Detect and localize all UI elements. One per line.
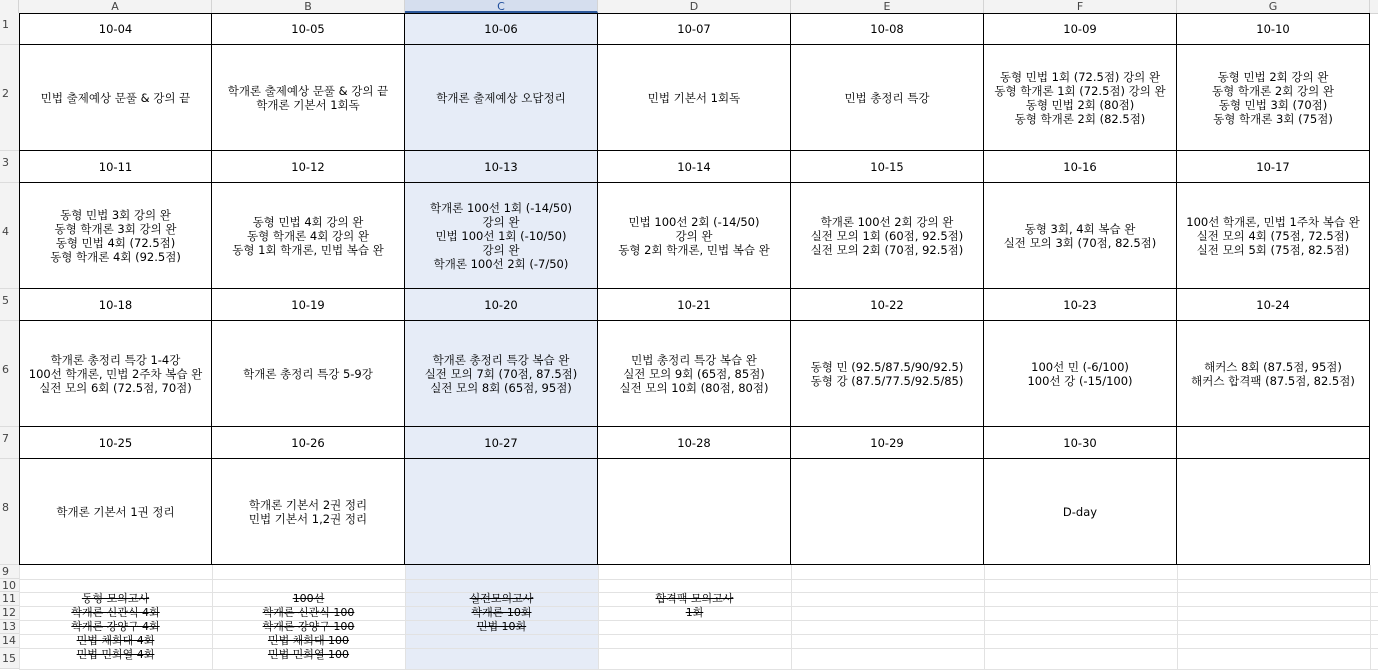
date-cell[interactable] [1177, 427, 1370, 459]
row-header-3[interactable]: 3 [0, 151, 19, 183]
row-header-11[interactable]: 11 [0, 592, 19, 606]
date-cell[interactable]: 10-15 [791, 151, 984, 183]
note-cell[interactable] [598, 459, 791, 565]
column-header-a[interactable]: A [19, 0, 212, 13]
list-item[interactable]: 동형 모의고사 [81, 592, 150, 605]
date-cell[interactable]: 10-21 [598, 289, 791, 321]
column-header-g[interactable]: G [1177, 0, 1370, 13]
date-cell[interactable]: 10-25 [19, 427, 212, 459]
date-cell[interactable]: 10-10 [1177, 13, 1370, 45]
list-item[interactable]: 합격팩 모의고사 [655, 592, 734, 605]
note-cell[interactable]: 동형 민 (92.5/87.5/90/92.5) 동형 강 (87.5/77.5/92.5/85) [791, 321, 984, 427]
gridline [19, 579, 1378, 580]
note-cell[interactable]: 민법 총정리 특강 [791, 45, 984, 151]
row-header-9[interactable]: 9 [0, 565, 19, 579]
note-cell[interactable]: 민법 총정리 특강 복습 완 실전 모의 9회 (65점, 85점) 실전 모의 10회 (80점, 80점) [598, 321, 791, 427]
list-item[interactable]: 학개론 신관식 100 [262, 606, 355, 619]
note-cell[interactable] [405, 459, 598, 565]
row-header-15[interactable]: 15 [0, 648, 19, 669]
note-cell[interactable]: 동형 민법 3회 강의 완 동형 학개론 3회 강의 완 동형 민법 4회 (72.5점) 동형 학개론 4회 (92.5점) [19, 183, 212, 289]
date-cell[interactable]: 10-16 [984, 151, 1177, 183]
date-cell[interactable]: 10-28 [598, 427, 791, 459]
list-item[interactable]: 민법 민희열 100 [267, 648, 350, 661]
date-cell[interactable]: 10-24 [1177, 289, 1370, 321]
note-cell[interactable]: 동형 3회, 4회 복습 완 실전 모의 3회 (70점, 82.5점) [984, 183, 1177, 289]
row-header-12[interactable]: 12 [0, 606, 19, 620]
row-header-6[interactable]: 6 [0, 321, 19, 427]
row-header-1[interactable]: 1 [0, 13, 19, 45]
date-cell[interactable]: 10-26 [212, 427, 405, 459]
note-cell[interactable]: 민법 출제예상 문풀 & 강의 끝 [19, 45, 212, 151]
cell-grid [19, 13, 1378, 669]
date-cell[interactable]: 10-17 [1177, 151, 1370, 183]
list-item[interactable]: 학개론 강양구 100 [262, 620, 355, 633]
row-header-10[interactable]: 10 [0, 579, 19, 592]
date-cell[interactable]: 10-07 [598, 13, 791, 45]
date-cell[interactable]: 10-23 [984, 289, 1177, 321]
date-cell[interactable]: 10-19 [212, 289, 405, 321]
list-item[interactable]: 민법 채희대 4회 [76, 634, 155, 647]
column-header-d[interactable]: D [598, 0, 791, 13]
date-cell[interactable]: 10-11 [19, 151, 212, 183]
list-item[interactable]: 학개론 강양구 4회 [71, 620, 160, 633]
note-cell[interactable]: 민법 100선 2회 (-14/50) 강의 완 동형 2회 학개론, 민법 복습 완 [598, 183, 791, 289]
list-item[interactable]: 1회 [685, 606, 704, 619]
note-cell[interactable]: 학개론 총정리 특강 1-4강 100선 학개론, 민법 2주차 복습 완 실전 모의 6회 (72.5점, 70점) [19, 321, 212, 427]
note-cell[interactable]: 민법 기본서 1회독 [598, 45, 791, 151]
row-header-2[interactable]: 2 [0, 45, 19, 151]
date-cell[interactable]: 10-18 [19, 289, 212, 321]
note-cell[interactable]: 해커스 8회 (87.5점, 95점) 해커스 합격팩 (87.5점, 82.5점) [1177, 321, 1370, 427]
note-cell[interactable]: 학개론 기본서 2권 정리 민법 기본서 1,2권 정리 [212, 459, 405, 565]
date-cell[interactable]: 10-29 [791, 427, 984, 459]
note-cell[interactable]: 학개론 총정리 특강 복습 완 실전 모의 7회 (70점, 87.5점) 실전 모의 8회 (65점, 95점) [405, 321, 598, 427]
date-cell[interactable]: 10-13 [405, 151, 598, 183]
list-item[interactable]: 실전모의고사 [469, 592, 534, 605]
date-cell[interactable]: 10-27 [405, 427, 598, 459]
date-cell[interactable]: 10-20 [405, 289, 598, 321]
row-header-14[interactable]: 14 [0, 634, 19, 648]
column-header-bar [0, 0, 1378, 14]
list-item[interactable]: 민법 10회 [476, 620, 527, 633]
note-cell[interactable] [1177, 459, 1370, 565]
note-cell[interactable]: 학개론 출제예상 오답정리 [405, 45, 598, 151]
note-cell[interactable]: 학개론 기본서 1권 정리 [19, 459, 212, 565]
row-header-13[interactable]: 13 [0, 620, 19, 634]
date-cell[interactable]: 10-09 [984, 13, 1177, 45]
note-cell[interactable]: 동형 민법 4회 강의 완 동형 학개론 4회 강의 완 동형 1회 학개론, 민법 복습 완 [212, 183, 405, 289]
date-cell[interactable]: 10-12 [212, 151, 405, 183]
note-cell[interactable]: 100선 민 (-6/100) 100선 강 (-15/100) [984, 321, 1177, 427]
list-item[interactable]: 민법 채희대 100 [267, 634, 350, 647]
column-header-b[interactable]: B [212, 0, 405, 13]
note-cell[interactable]: 학개론 100선 1회 (-14/50) 강의 완 민법 100선 1회 (-10/50) 강의 완 학개론 100선 2회 (-7/50) [405, 183, 598, 289]
date-cell[interactable]: 10-05 [212, 13, 405, 45]
date-cell[interactable]: 10-14 [598, 151, 791, 183]
note-cell[interactable]: 동형 민법 1회 (72.5점) 강의 완 동형 학개론 1회 (72.5점) 강의 완 동형 민법 2회 (80점) 동형 학개론 2회 (82.5점) [984, 45, 1177, 151]
date-cell[interactable]: 10-30 [984, 427, 1177, 459]
column-header-e[interactable]: E [791, 0, 984, 13]
note-cell[interactable] [791, 459, 984, 565]
date-cell[interactable]: 10-04 [19, 13, 212, 45]
note-cell[interactable]: 동형 민법 2회 강의 완 동형 학개론 2회 강의 완 동형 민법 3회 (70점) 동형 학개론 3회 (75점) [1177, 45, 1370, 151]
note-cell[interactable]: 학개론 출제예상 문풀 & 강의 끝 학개론 기본서 1회독 [212, 45, 405, 151]
date-cell[interactable]: 10-22 [791, 289, 984, 321]
note-cell[interactable]: 학개론 총정리 특강 5-9강 [212, 321, 405, 427]
list-item[interactable]: 민법 민희열 4회 [76, 648, 155, 661]
row-header-8[interactable]: 8 [0, 459, 19, 565]
note-cell[interactable]: D-day [984, 459, 1177, 565]
gridline [791, 565, 792, 669]
gridline [1177, 565, 1178, 669]
gridline [984, 565, 985, 669]
gridline [1370, 565, 1371, 669]
row-header-5[interactable]: 5 [0, 289, 19, 321]
list-item[interactable]: 학개론 10회 [471, 606, 532, 619]
note-cell[interactable]: 100선 학개론, 민법 1주차 복습 완 실전 모의 4회 (75점, 72.5점) 실전 모의 5회 (75점, 82.5점) [1177, 183, 1370, 289]
list-item[interactable]: 학개론 신관식 4회 [71, 606, 160, 619]
select-all-corner[interactable] [0, 0, 19, 13]
row-header-4[interactable]: 4 [0, 183, 19, 289]
list-item[interactable]: 100선 [292, 592, 325, 605]
date-cell[interactable]: 10-06 [405, 13, 598, 45]
row-header-7[interactable]: 7 [0, 427, 19, 459]
date-cell[interactable]: 10-08 [791, 13, 984, 45]
column-header-c[interactable]: C [405, 0, 598, 13]
note-cell[interactable]: 학개론 100선 2회 강의 완 실전 모의 1회 (60점, 92.5점) 실전 모의 2회 (70점, 92.5점) [791, 183, 984, 289]
column-header-f[interactable]: F [984, 0, 1177, 13]
row-header-bar [0, 13, 20, 669]
